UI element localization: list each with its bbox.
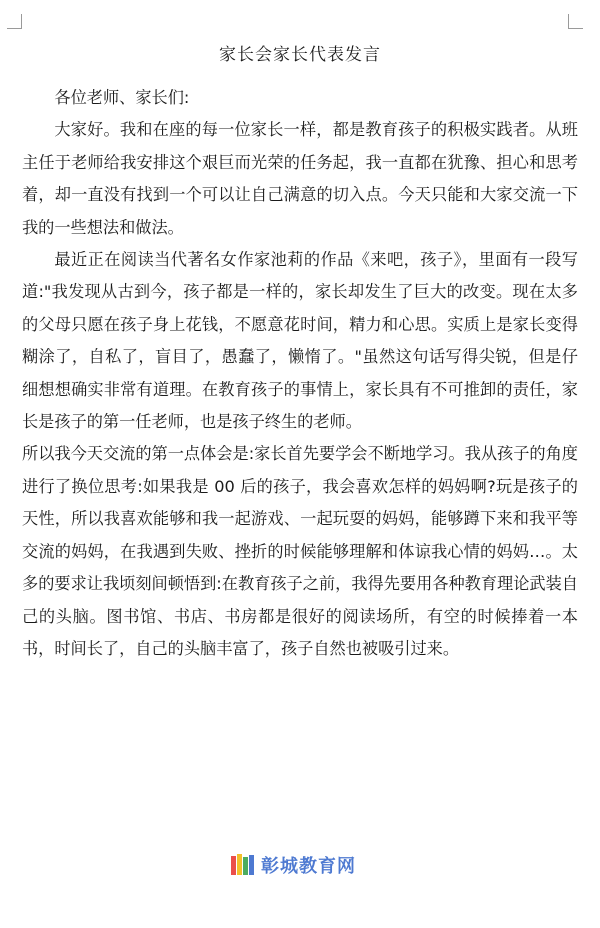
- site-watermark: [230, 852, 356, 878]
- books-logo-icon: [230, 853, 256, 877]
- document-title: 家长会家长代表发言: [219, 45, 381, 65]
- crop-mark-top-left: [7, 14, 22, 29]
- body-paragraph: 最近正在阅读当代著名女作家池莉的作品《来吧，孩子》，里面有一段写道:"我发现从古到今，孩子都是一样的，家长却发生了巨大的改变。现在太多的父母只愿在孩子身上花钱，不愿意花时间，精力和心思。实质上是家长变得糊涂了，自私了，盲目了，愚蠢了，懒惰了。"虽然这句话写得尖锐，但是仔细想想确实非常有道理。在教育孩子的事情上，家长具有不可推卸的责任，家长是孩子的第一任老师，也是孩子终生的老师。: [22, 250, 578, 432]
- document-body: [22, 82, 578, 665]
- greeting-paragraph: 各位老师、家长们:: [54, 88, 190, 107]
- crop-mark-top-right: [568, 14, 583, 29]
- watermark-text: 彰城教育网: [261, 856, 356, 877]
- body-paragraph: 所以我今天交流的第一点体会是:家长首先要学会不断地学习。我从孩子的角度进行了换位思考:如果我是 00 后的孩子，我会喜欢怎样的妈妈啊?玩是孩子的天性，所以我喜欢能够和我一起游戏、一起玩耍的妈妈，能够蹲下来和我平等交流的妈妈，在我遇到失败、挫折的时候能够理解和体谅我心情的妈妈…。太多的要求让我顷刻间顿悟到:在教育孩子之前，我得先要用各种教育理论武装自己的头脑。图书馆、书店、书房都是很好的阅读场所，有空的时候捧着一本书，时间长了，自己的头脑丰富了，孩子自然也被吸引过来。: [22, 444, 578, 658]
- body-paragraph: 大家好。我和在座的每一位家长一样，都是教育孩子的积极实践者。从班主任于老师给我安排这个艰巨而光荣的任务起，我一直都在犹豫、担心和思考着，却一直没有找到一个可以让自己满意的切入点。今天只能和大家交流一下我的一些想法和做法。: [22, 120, 578, 237]
